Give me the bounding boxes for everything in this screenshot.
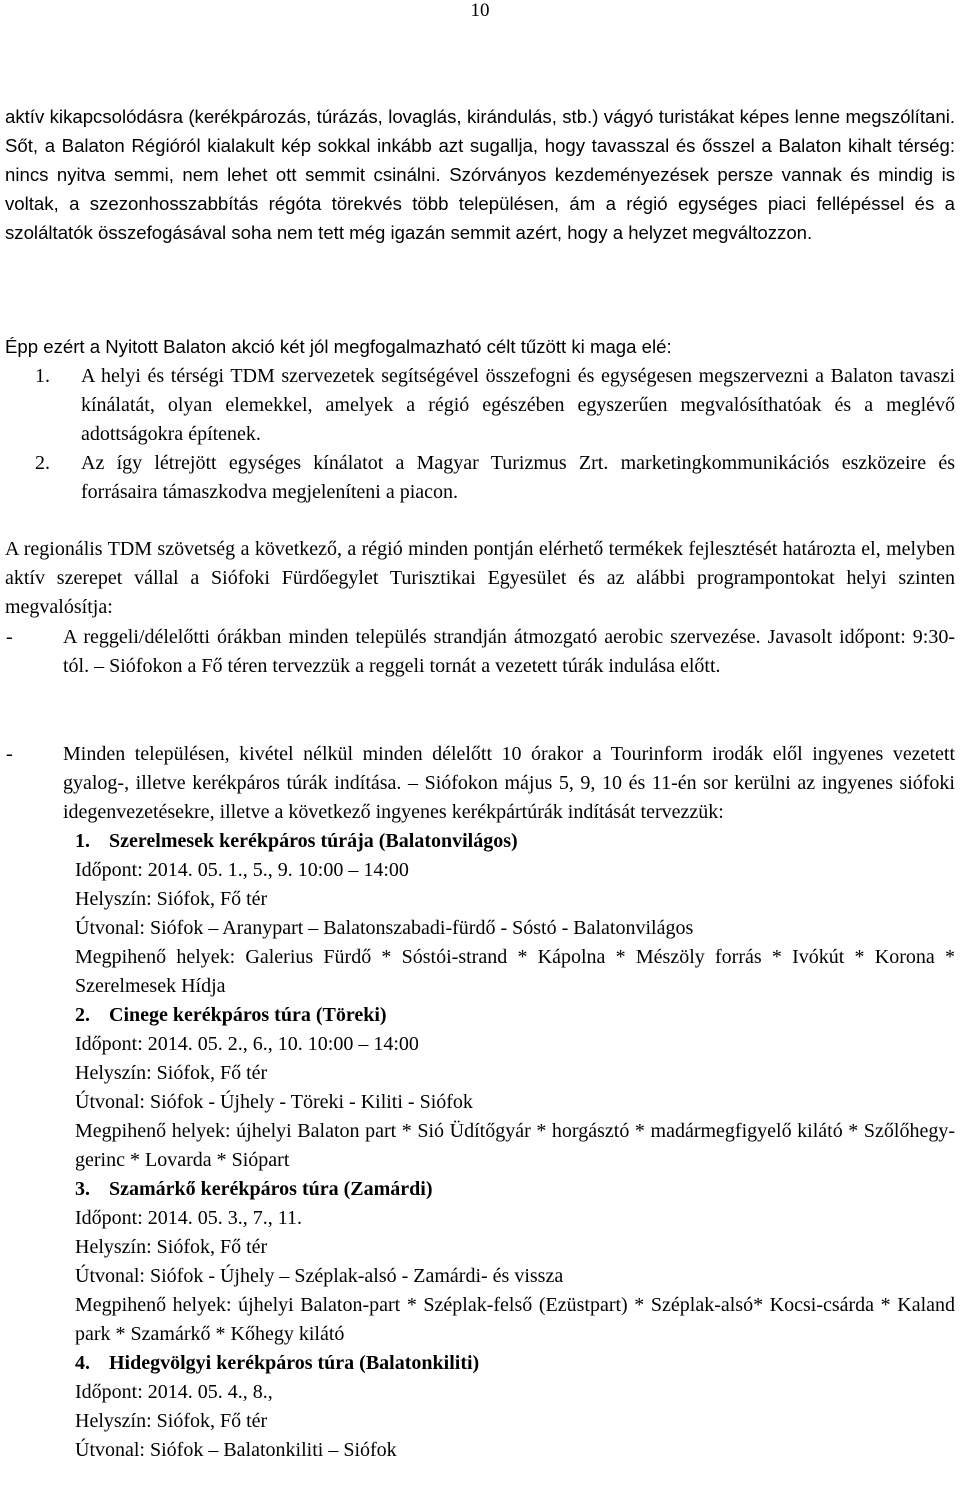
aim-text: Az így létrejött egységes kínálatot a Magyar Turizmus Zrt. marketingkommunikációs eszközeire és forrásaira támaszkodva megjeleníteni a piacon. <box>81 452 955 503</box>
tour-2 <box>75 1001 955 1175</box>
tour-title: 1. Szerelmesek kerékpáros túrája (Balatonvilágos) <box>75 830 518 852</box>
program-item-text: A reggeli/délelőtti órákban minden település strandján átmozgató aerobic szervezése. Javasolt időpont: 9:30-tól. – Siófokon a Fő téren tervezzük a reggeli tornát a vezetett túrák indulása előtt. <box>63 626 955 677</box>
intro-paragraph: aktív kikapcsolódásra (kerékpározás, túrázás, lovaglás, kirándulás, stb.) vágyó turistákat képes lenne megszólítani. Sőt, a Balaton Régióról kialakult kép sokkal inkább azt sugallja, hogy tavasszal és ősszel a Balaton kihalt térség: nincs nyitva semmi, nem lehet ott semmit csinálni. Szórványos kezdeményezések persze vannak és mindig is voltak, a szezonhosszabbítás régóta törekvés több településen, ám a régió egységes piaci fellépéssel és a szoláltatók összefogásával soha nem tett még igazán semmit azért, hogy a helyzet megváltozzon. <box>5 106 955 243</box>
aim-number: 2. <box>35 452 50 474</box>
tour-place: Helyszín: Siófok, Fő tér <box>75 1062 268 1084</box>
program-item <box>5 623 955 681</box>
tour-time: Időpont: 2014. 05. 4., 8., <box>75 1381 273 1403</box>
tour-route: Útvonal: Siófok - Újhely - Töreki - Kiliti - Siófok <box>75 1091 473 1113</box>
tour-time: Időpont: 2014. 05. 2., 6., 10. 10:00 – 14:00 <box>75 1033 419 1055</box>
tour-route: Útvonal: Siófok - Újhely – Széplak-alsó - Zamárdi- és vissza <box>75 1265 564 1287</box>
aims-lead: Épp ezért a Nyitott Balaton akció két jól megfogalmazható célt tűzött ki maga elé: <box>5 336 672 357</box>
tour-stops: Megpihenő helyek: újhelyi Balaton-part * Széplak-felső (Ezüstpart) * Széplak-alsó* Kocsi-csárda * Kaland park * Szamárkő * Kőhegy kilátó <box>75 1294 955 1345</box>
page-number: 10 <box>470 0 490 21</box>
tour-route: Útvonal: Siófok – Balatonkiliti – Siófok <box>75 1439 397 1461</box>
tour-1 <box>75 827 955 1001</box>
program-item-text: Minden településen, kivétel nélkül minden délelőtt 10 órakor a Tourinform irodák elől ingyenes vezetett gyalog-, illetve kerékpáros túrák indítása. – Siófokon május 5, 9, 10 és 11-én sor kerülni az ingyenes siófoki idegenvezetésekre, illetve a következő ingyenes kerékpártúrák indítását tervezzük: <box>63 743 955 823</box>
tour-place: Helyszín: Siófok, Fő tér <box>75 1236 268 1258</box>
program-list-2 <box>5 740 955 1465</box>
program-list-1 <box>5 623 955 681</box>
tour-stops: Megpihenő helyek: Galerius Fürdő * Sóstói-strand * Kápolna * Mészöly forrás * Ivókút * Korona * Szerelmesek Hídja <box>75 946 955 997</box>
program-item <box>5 740 955 1465</box>
tour-title: 2. Cinege kerékpáros túra (Töreki) <box>75 1004 387 1026</box>
program-intro: A regionális TDM szövetség a következő, a régió minden pontján elérhető termékek fejlesztését határozta el, melyben aktív szerepet vállal a Siófoki Fürdőegylet Turisztikai Egyesület és az alábbi programpontokat helyi szinten megvalósítja: <box>5 538 955 618</box>
tour-title: 4. Hidegvölgyi kerékpáros túra (Balatonkiliti) <box>75 1352 480 1374</box>
tour-time: Időpont: 2014. 05. 3., 7., 11. <box>75 1207 303 1229</box>
tour-3 <box>75 1175 955 1349</box>
dash-bullet: - <box>6 626 13 648</box>
aim-text: A helyi és térségi TDM szervezetek segítségével összefogni és egységesen megszervezni a Balaton tavaszi kínálatát, olyan elemekkel, amelyek a régió egészében egyszerűen megvalósíthatóak és a meglévő adottságokra építenek. <box>81 365 955 445</box>
tour-title: 3. Szamárkő kerékpáros túra (Zamárdi) <box>75 1178 433 1200</box>
tour-place: Helyszín: Siófok, Fő tér <box>75 1410 268 1432</box>
tour-place: Helyszín: Siófok, Fő tér <box>75 888 268 910</box>
tour-stops: Megpihenő helyek: újhelyi Balaton part * Sió Üdítőgyár * horgásztó * madármegfigyelő kilátó * Szőlőhegy-gerinc * Lovarda * Siópart <box>75 1120 955 1171</box>
tour-4 <box>75 1349 955 1465</box>
aim-item <box>5 449 955 507</box>
tour-time: Időpont: 2014. 05. 1., 5., 9. 10:00 – 14:00 <box>75 859 409 881</box>
dash-bullet: - <box>6 743 13 765</box>
tour-route: Útvonal: Siófok – Aranypart – Balatonszabadi-fürdő - Sóstó - Balatonvilágos <box>75 917 694 939</box>
aim-number: 1. <box>35 365 50 387</box>
aim-item <box>5 362 955 449</box>
aims-list <box>5 362 955 507</box>
